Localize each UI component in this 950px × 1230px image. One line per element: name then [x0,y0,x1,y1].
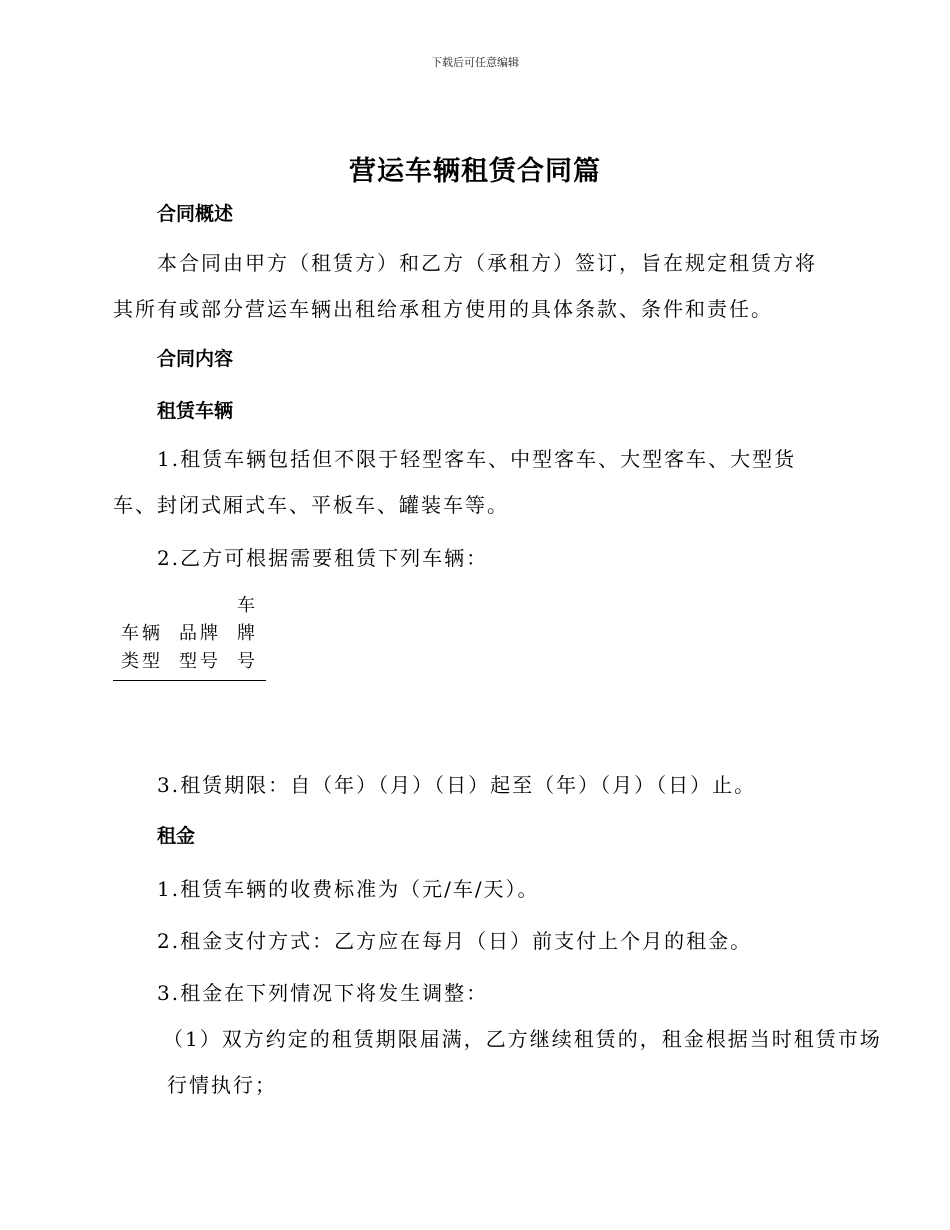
rent-heading: 租金 [157,825,196,847]
rent-item-2: 2.租金支付方式：乙方应在每月（日）前支付上个月的租金。 [157,929,753,953]
table-header-plate-number: 车 牌 号 [237,595,258,672]
header-note: 下载后可任意编辑 [431,56,519,69]
rent-item-1: 1.租赁车辆的收费标准为（元/车/天）。 [157,877,540,901]
vehicle-heading: 租赁车辆 [157,400,234,422]
vehicle-item-1: 1.租赁车辆包括但不限于轻型客车、中型客车、大型客车、大型货车、封闭式厢式车、平板车、罐装车等。 [113,447,797,517]
vehicle-table [113,592,266,681]
rent-sub-item-1: （1）双方约定的租赁期限届满，乙方继续租赁的，租金根据当时租赁市场行情执行； [163,1027,882,1097]
table-header-vehicle-type: 车辆 类型 [121,623,163,672]
vehicle-item-2: 2.乙方可根据需要租赁下列车辆： [157,546,489,570]
overview-paragraph: 本合同由甲方（租赁方）和乙方（承租方）签订，旨在规定租赁方将其所有或部分营运车辆出租给承租方使用的具体条款、条件和责任。 [113,251,817,321]
table-header-row [113,592,266,681]
vehicle-item-3: 3.租赁期限：自（年）（月）（日）起至（年）（月）（日）止。 [157,773,757,797]
document-title: 营运车辆租赁合同篇 [349,156,601,187]
table-header-brand-model: 品牌 型号 [179,623,221,672]
rent-item-3: 3.租金在下列情况下将发生调整： [157,981,489,1005]
overview-heading: 合同概述 [157,203,234,225]
content-heading: 合同内容 [157,348,234,370]
